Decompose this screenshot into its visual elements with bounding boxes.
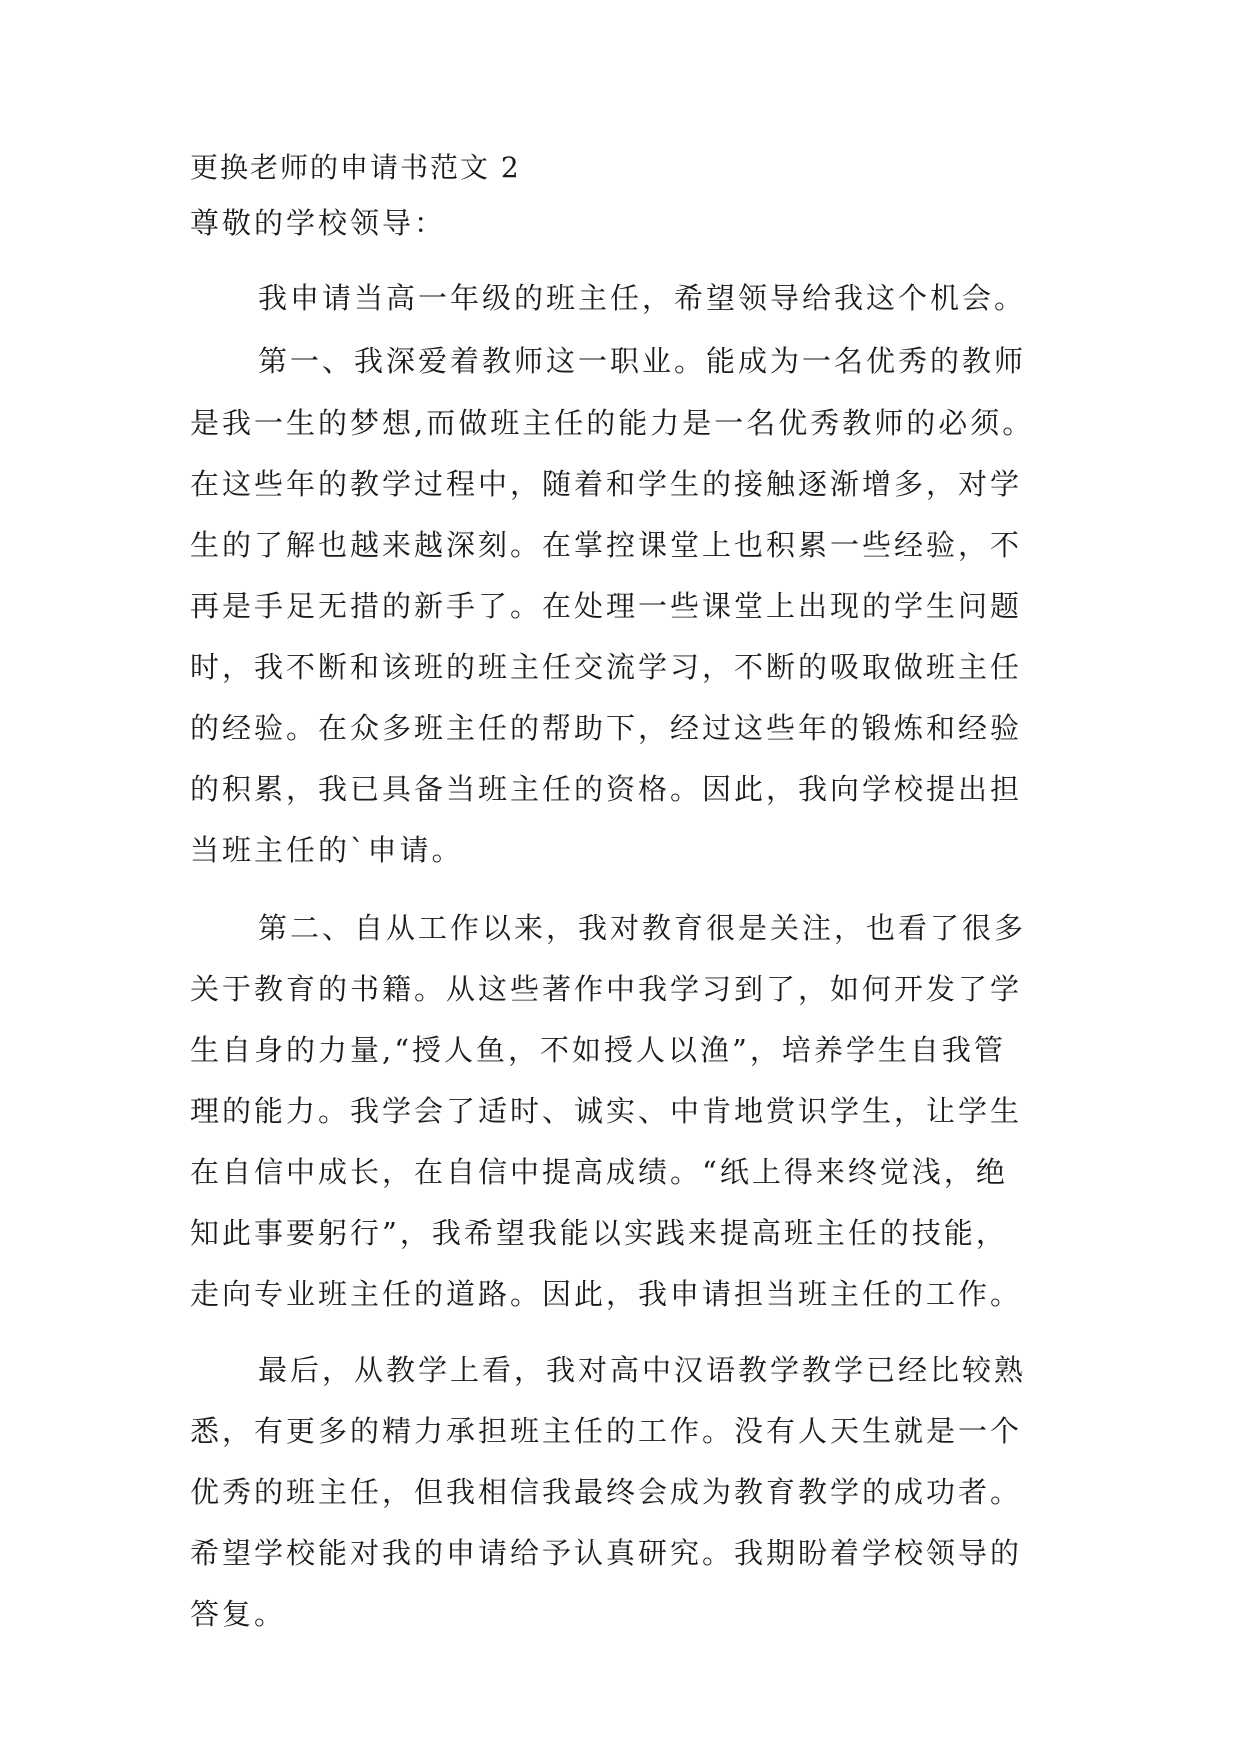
paragraph-line: 的积累，我已具备当班主任的资格。因此，我向学校提出担	[190, 772, 1023, 806]
paragraph-line: 悉，有更多的精力承担班主任的工作。没有人天生就是一个	[190, 1414, 1023, 1448]
paragraph-line: 当班主任的`申请。	[190, 833, 464, 867]
paragraph-line: 在自信中成长，在自信中提高成绩。“纸上得来终觉浅，绝	[190, 1155, 1008, 1189]
paragraph-line: 最后，从教学上看，我对高中汉语教学教学已经比较熟	[258, 1353, 1027, 1387]
paragraph-line: 关于教育的书籍。从这些著作中我学习到了，如何开发了学	[190, 972, 1023, 1006]
paragraph-line: 第二、自从工作以来，我对教育很是关注，也看了很多	[258, 911, 1027, 945]
paragraph-line: 再是手足无措的新手了。在处理一些课堂上出现的学生问题	[190, 589, 1023, 623]
paragraph-line: 我申请当高一年级的班主任，希望领导给我这个机会。	[258, 281, 1027, 315]
paragraph-line: 知此事要躬行”，我希望我能以实践来提高班主任的技能，	[190, 1216, 1008, 1250]
paragraph-line: 希望学校能对我的申请给予认真研究。我期盼着学校领导的	[190, 1536, 1023, 1570]
paragraph-line: 时，我不断和该班的班主任交流学习，不断的吸取做班主任	[190, 650, 1023, 684]
paragraph-line: 生自身的力量,“授人鱼，不如授人以渔”，培养学生自我管	[190, 1033, 1006, 1067]
paragraph-line: 的经验。在众多班主任的帮助下，经过这些年的锻炼和经验	[190, 711, 1023, 745]
paragraph-line: 第一、我深爱着教师这一职业。能成为一名优秀的教师	[258, 344, 1027, 378]
paragraph-line: 优秀的班主任，但我相信我最终会成为教育教学的成功者。	[190, 1475, 1023, 1509]
paragraph-line: 在这些年的教学过程中，随着和学生的接触逐渐增多，对学	[190, 467, 1023, 501]
paragraph-line: 理的能力。我学会了适时、诚实、中肯地赏识学生，让学生	[190, 1094, 1023, 1128]
paragraph-line: 答复。	[190, 1597, 287, 1631]
document-title: 更换老师的申请书范文 2	[190, 151, 521, 184]
paragraph-line: 生的了解也越来越深刻。在掌控课堂上也积累一些经验，不	[190, 528, 1023, 562]
paragraph-line: 是我一生的梦想,而做班主任的能力是一名优秀教师的必须。	[190, 406, 1035, 440]
paragraph-line: 走向专业班主任的道路。因此，我申请担当班主任的工作。	[190, 1277, 1023, 1311]
salutation: 尊敬的学校领导：	[190, 206, 447, 240]
